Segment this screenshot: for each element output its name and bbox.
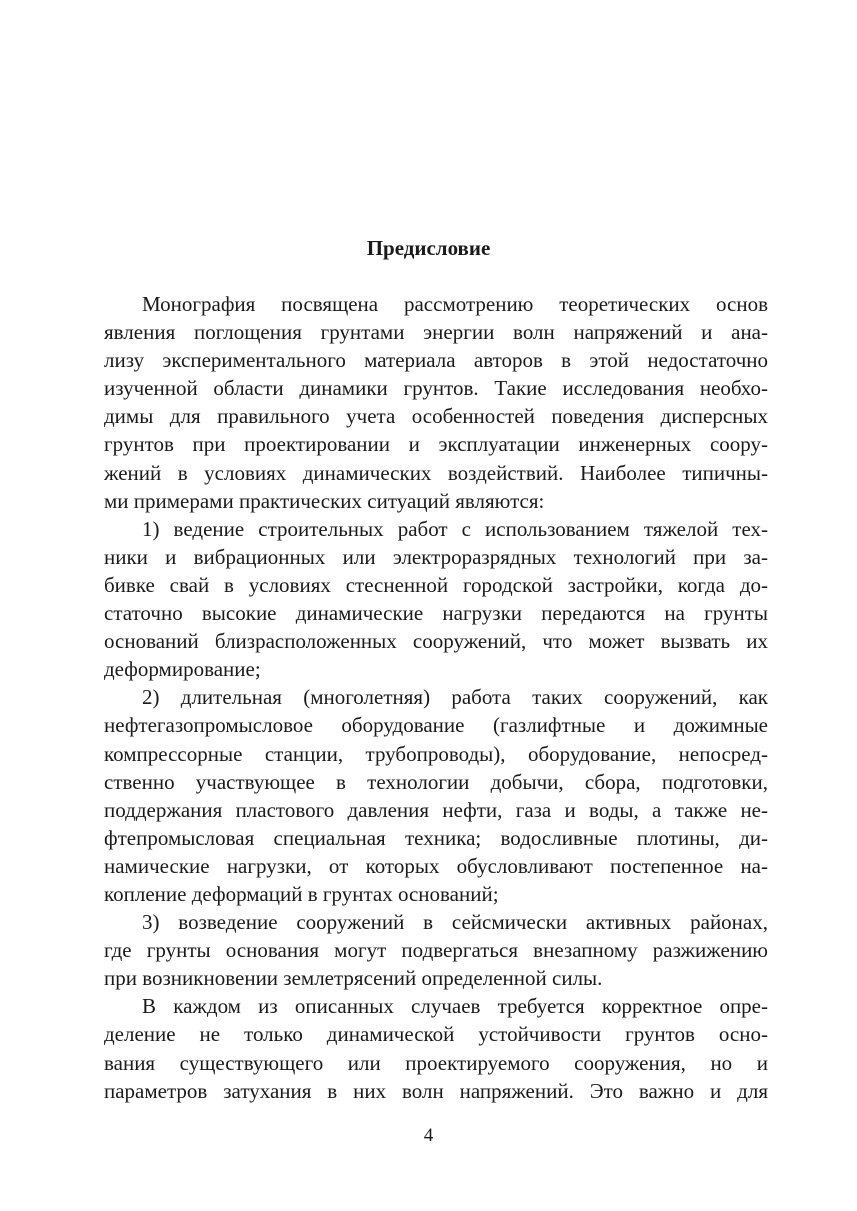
text-line: В каждом из описанных случаев требуется корректное опре- <box>142 994 768 1019</box>
text-line: статочно высокие динамические нагрузки передаются на грунты <box>104 601 768 626</box>
text-line: 1) ведение строительных работ с использованием тяжелой тех- <box>142 516 768 541</box>
text-line: лизу экспериментального материала авторов в этой недостаточно <box>104 348 768 373</box>
text-line: где грунты основания могут подвергаться внезапному разжижению <box>104 938 768 963</box>
text-line: деформирование; <box>104 657 261 682</box>
text-line: ми примерами практических ситуаций являются: <box>104 488 545 513</box>
paragraph-item-3 <box>104 908 768 992</box>
text-line: параметров затухания в них волн напряжений. Это важно и для <box>104 1078 768 1103</box>
text-line: 3) возведение сооружений в сейсмически активных районах, <box>142 910 768 935</box>
text-line: деление не только динамической устойчивости грунтов осно- <box>104 1022 768 1047</box>
text-line: компрессорные станции, трубопроводы), оборудование, непосред- <box>104 741 768 766</box>
text-line: ственно участвующее в технологии добычи, сбора, подготовки, <box>104 769 768 794</box>
text-line: изученной области динамики грунтов. Такие исследования необхо- <box>104 376 768 401</box>
paragraph-item-1 <box>104 515 768 684</box>
text-line: ники и вибрационных или электроразрядных технологий при за- <box>104 544 768 569</box>
text-line: при возникновении землетрясений определенной силы. <box>104 966 603 991</box>
text-line: копление деформаций в грунтах оснований; <box>104 881 499 906</box>
paragraph-conclusion <box>104 992 768 1104</box>
text-line: грунтов при проектировании и эксплуатации инженерных соору- <box>104 432 768 457</box>
page-title: Предисловие <box>366 236 491 260</box>
text-line: намические нагрузки, от которых обусловливают постепенное на- <box>104 853 768 878</box>
paragraph-item-2 <box>104 683 768 908</box>
text-line: вания существующего или проектируемого сооружения, но и <box>104 1050 768 1075</box>
body-text <box>104 290 768 1105</box>
text-line: жений в условиях динамических воздействий. Наиболее типичны- <box>104 460 768 485</box>
paragraph-intro <box>104 290 768 515</box>
page-number: 4 <box>423 1125 434 1146</box>
text-line: Монография посвящена рассмотрению теоретических основ <box>142 292 768 316</box>
text-line: 2) длительная (многолетняя) работа таких сооружений, как <box>142 685 768 710</box>
text-line: явления поглощения грунтами энергии волн напряжений и ана- <box>104 320 768 345</box>
text-line: нефтегазопромысловое оборудование (газлифтные и дожимные <box>104 713 768 738</box>
text-line: фтепромысловая специальная техника; водосливные плотины, ди- <box>104 825 768 850</box>
text-line: оснований близрасположенных сооружений, что может вызвать их <box>104 629 768 654</box>
text-line: бивке свай в условиях стесненной городской застройки, когда до- <box>104 572 768 597</box>
text-line: поддержания пластового давления нефти, газа и воды, а также не- <box>104 797 768 822</box>
text-line: димы для правильного учета особенностей поведения дисперсных <box>104 404 768 429</box>
